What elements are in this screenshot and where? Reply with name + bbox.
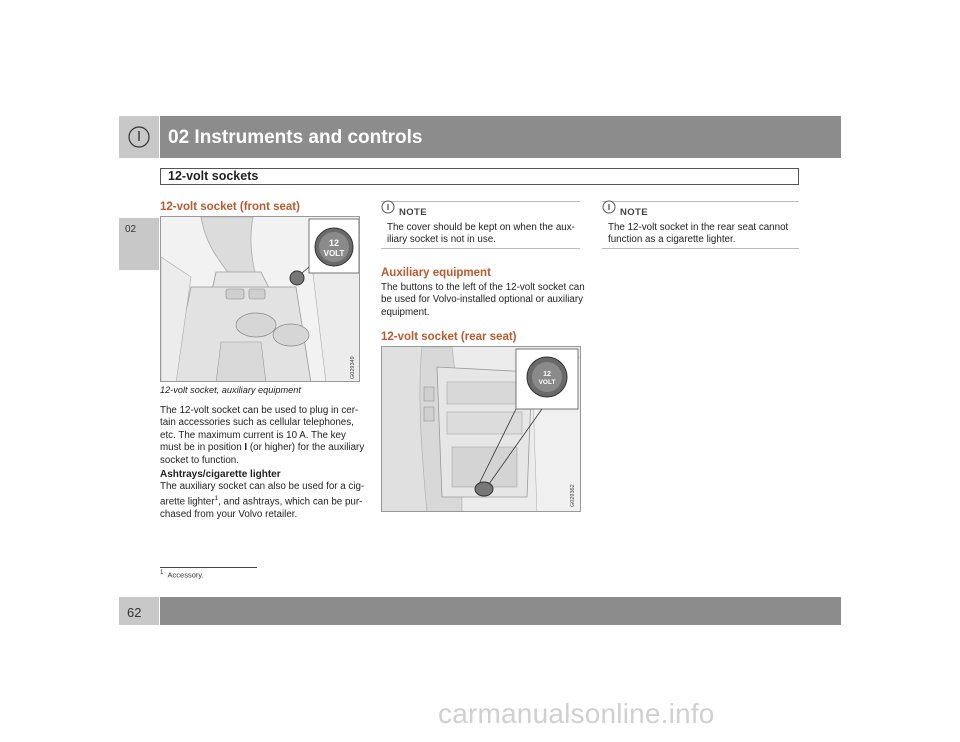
body-line: tain accessories such as cellular telephones, xyxy=(160,417,354,429)
body-line xyxy=(160,493,365,509)
footer-band xyxy=(160,597,841,625)
key-position: I xyxy=(244,442,248,454)
rear-inset-badge-number: 12 xyxy=(543,371,551,378)
front-inset-badge-number: 12 xyxy=(328,238,340,248)
page-number: 62 xyxy=(127,605,142,620)
front-inset-badge-volt: VOLT xyxy=(323,249,345,258)
body-line: equipment. xyxy=(381,306,430,318)
note-line: The cover should be kept on when the aux- xyxy=(387,222,575,233)
rear-socket-heading: 12-volt socket (rear seat) xyxy=(381,331,517,343)
body-text: arette lighter xyxy=(160,496,215,508)
front-figure-caption: 12-volt socket, auxiliary equipment xyxy=(160,385,301,395)
note-line: iliary socket is not in use. xyxy=(387,234,496,246)
rear-figure-code: G029362 xyxy=(570,484,576,507)
note-line: The 12-volt socket in the rear seat cannot xyxy=(608,222,789,233)
note-text xyxy=(608,222,798,247)
note-box-rear xyxy=(602,201,799,249)
body-line: The auxiliary socket can also be used for a cig- xyxy=(160,481,365,492)
body-line xyxy=(160,442,365,454)
section-title: 12-volt sockets xyxy=(168,169,259,183)
front-socket-heading: 12-volt socket (front seat) xyxy=(160,201,300,213)
body-line: be used for Volvo-installed optional or auxiliary xyxy=(381,294,584,306)
body-line: The buttons to the left of the 12-volt socket can xyxy=(381,282,585,293)
front-socket-figure xyxy=(160,216,360,382)
body-text: (or higher) for the auxiliary xyxy=(247,442,365,454)
info-icon xyxy=(381,200,395,214)
ashtray-body xyxy=(160,481,365,521)
body-line: chased from your Volvo retailer. xyxy=(160,509,298,521)
note-text xyxy=(387,222,579,247)
front-console-illustration xyxy=(161,217,360,382)
body-line: etc. The maximum current is 10 A. The key xyxy=(160,429,346,441)
front-socket-body xyxy=(160,405,365,467)
ashtray-subheading: Ashtrays/cigarette lighter xyxy=(160,469,281,480)
body-text: must be in position xyxy=(160,442,245,454)
footnote-text: Accessory. xyxy=(167,570,204,580)
note-label: NOTE xyxy=(620,207,648,218)
aux-equipment-body xyxy=(381,282,586,319)
footnote-ref[interactable]: 1 xyxy=(214,495,219,503)
body-line: The 12-volt socket can be used to plug in cer- xyxy=(160,405,359,416)
side-tab-label: 02 xyxy=(125,224,137,235)
note-line: function as a cigarette lighter. xyxy=(608,234,736,246)
rear-socket-figure xyxy=(381,346,581,512)
footnote-rule xyxy=(160,567,257,568)
rear-inset-badge-volt: VOLT xyxy=(538,379,556,386)
chapter-title: 02 Instruments and controls xyxy=(168,127,423,148)
footnote xyxy=(160,570,204,580)
info-icon xyxy=(602,200,616,214)
info-circle-icon xyxy=(119,116,159,158)
note-label: NOTE xyxy=(399,207,427,218)
watermark: carmanualsonline.info xyxy=(438,698,715,729)
body-line: socket to function. xyxy=(160,454,239,466)
body-text: , and ashtrays, which can be pur- xyxy=(218,496,363,508)
rear-console-illustration xyxy=(382,347,581,512)
footnote-number: 1 xyxy=(160,570,164,576)
aux-equipment-heading: Auxiliary equipment xyxy=(381,267,491,279)
front-figure-code: G029349 xyxy=(350,356,356,379)
chapter-icon-box xyxy=(119,116,159,158)
note-box-cover xyxy=(381,201,580,249)
